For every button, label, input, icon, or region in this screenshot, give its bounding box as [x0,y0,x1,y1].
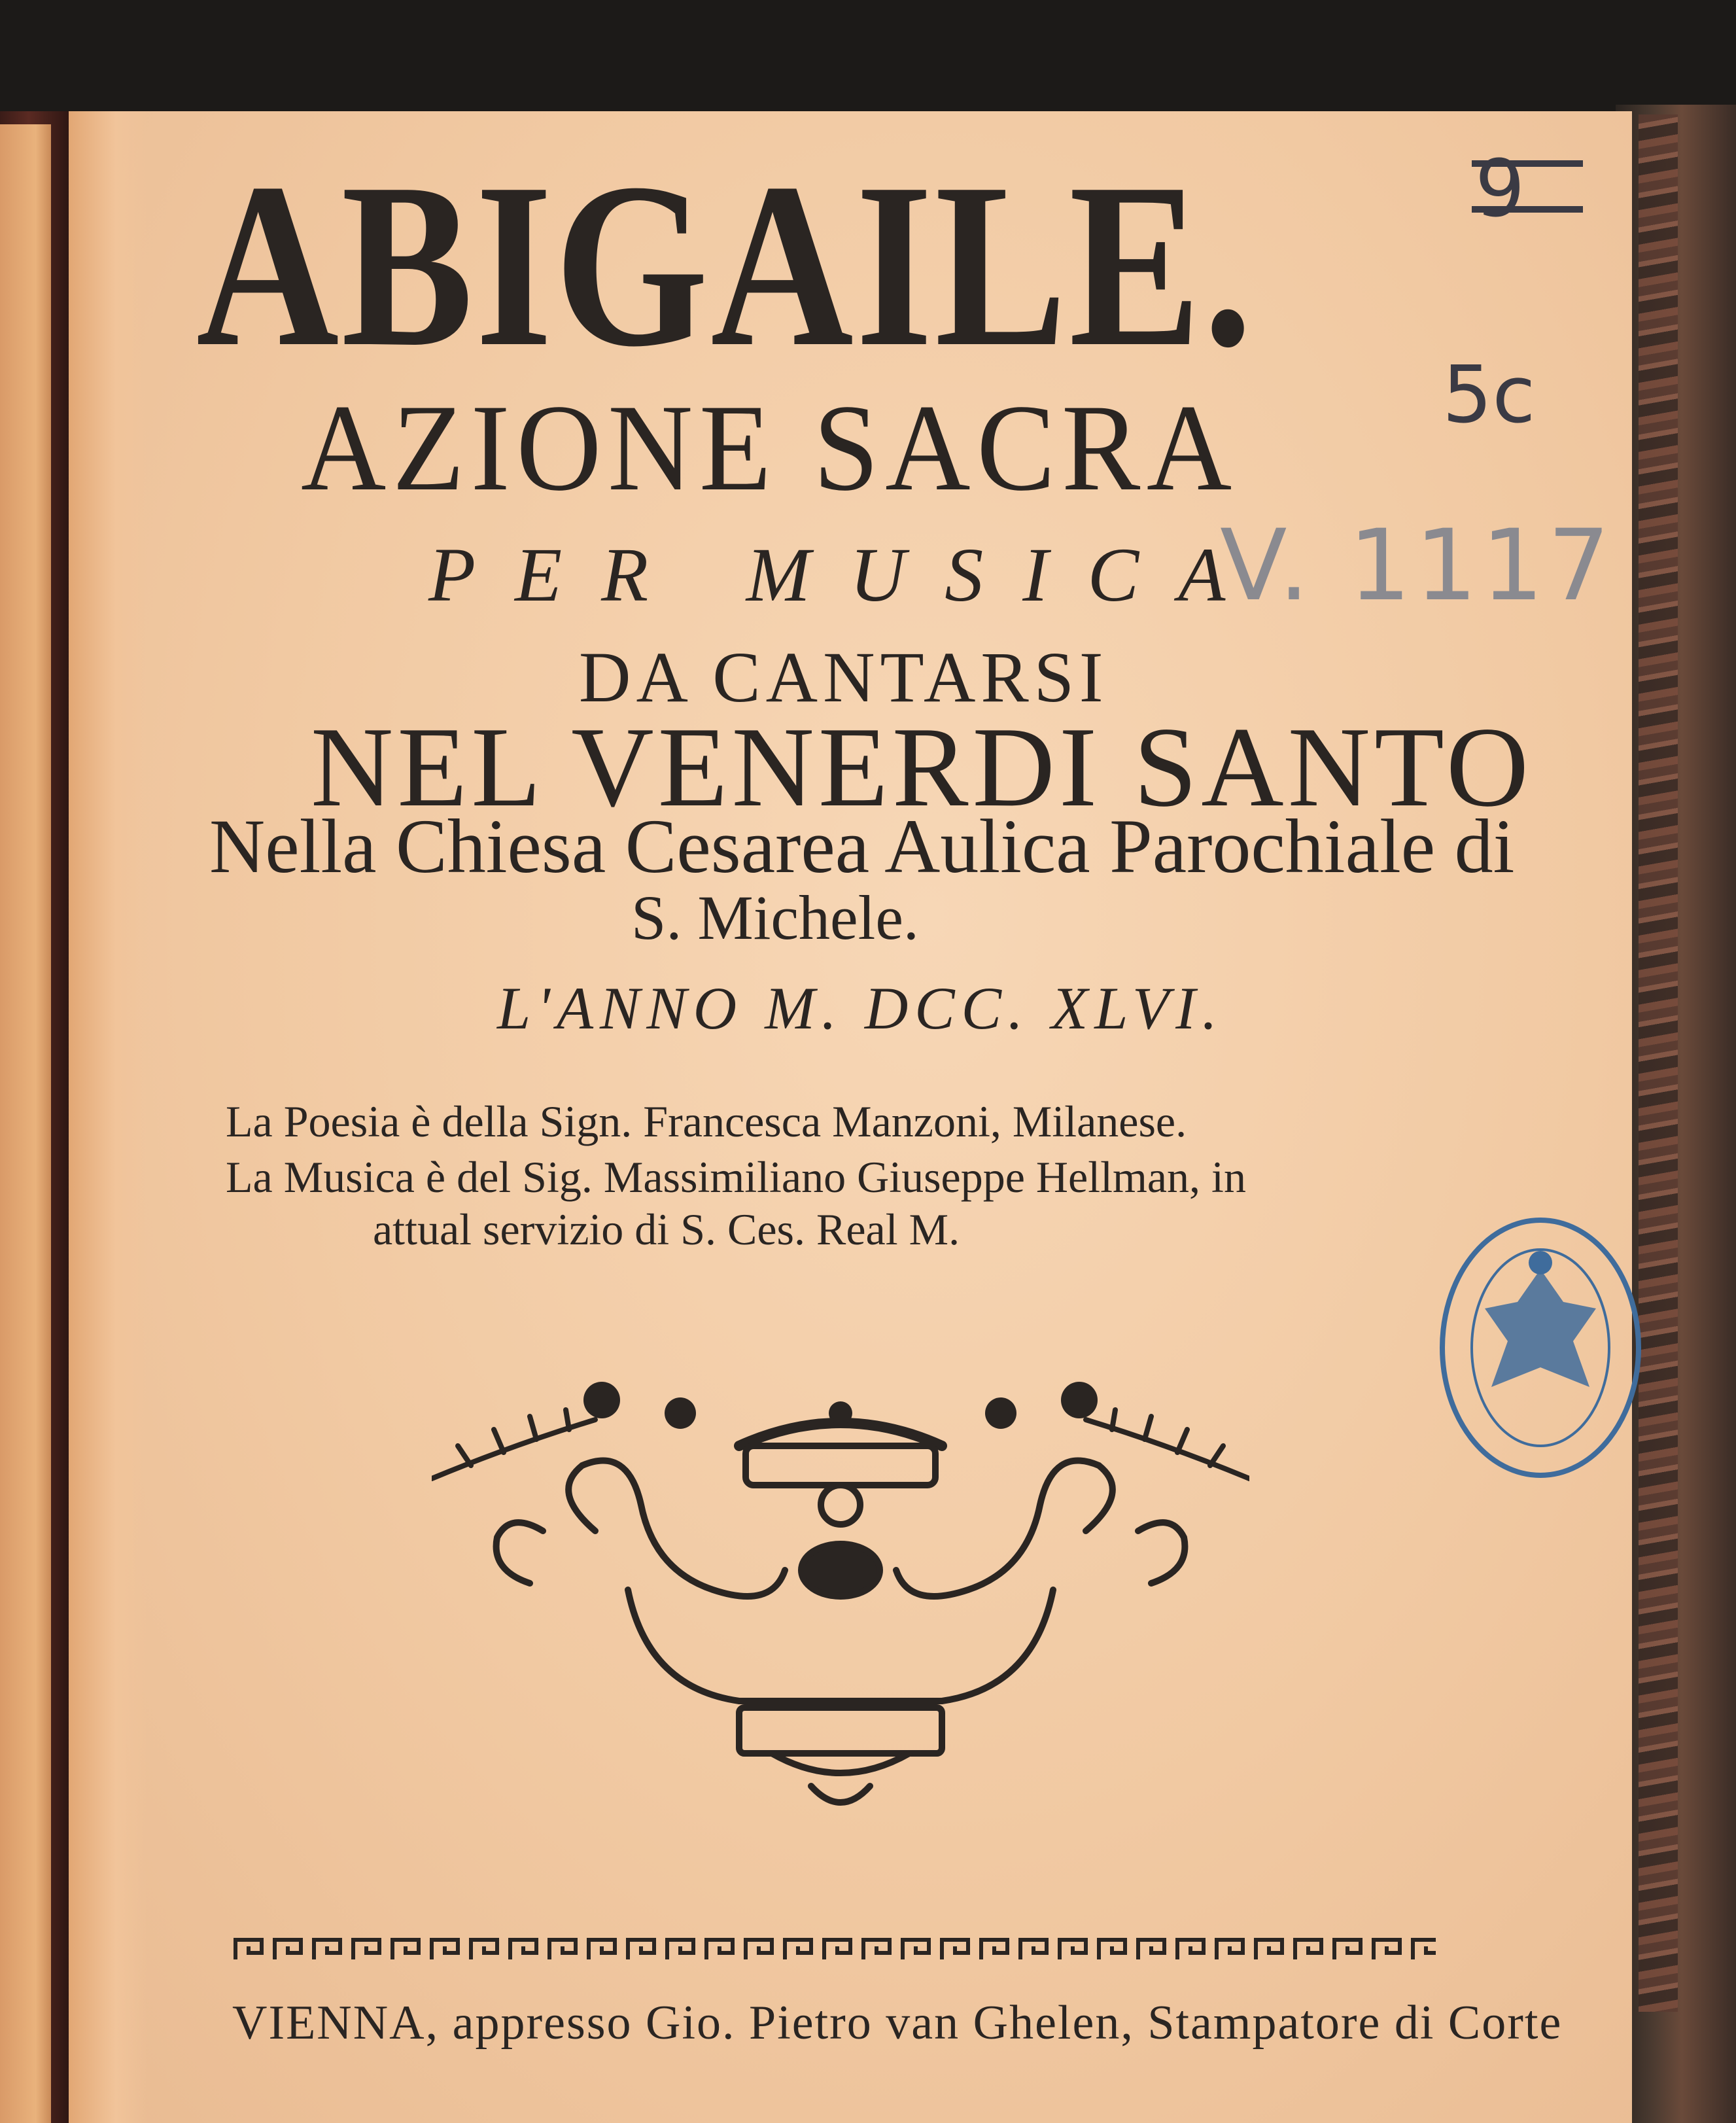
music-credit-continued: attual servizio di S. Ces. Real M. [373,1204,960,1254]
handwritten-mark: 5c [1442,350,1536,441]
pencil-shelfmark: V. 1117 [1220,509,1614,623]
baroque-cartouche-ornament [432,1374,1249,1819]
year-line: L'ANNO M. DCC. XLVI. [497,975,1224,1042]
da-cantarsi-line: DA CANTARSI [579,637,1109,717]
per-musica-line: PER MUSICA [428,532,1265,618]
work-subtitle: AZIONE SACRA [301,379,1238,517]
library-stamp [1432,1210,1648,1485]
facing-page-edge [0,124,51,2123]
printer-imprint: VIENNA, appresso Gio. Pietro van Ghelen, Stampatore di Corte [232,1996,1563,2050]
work-title: ABIGAILE. [196,134,1255,395]
greek-key-border [232,1930,1436,1969]
music-credit: La Musica è del Sig. Massimiliano Giuseppe Hellman, in [226,1152,1246,1202]
marbled-cover-edge [1639,114,1678,2012]
poetry-credit: La Poesia è della Sign. Francesca Manzoni, Milanese. [226,1097,1187,1146]
saint-line: S. Michele. [631,883,919,953]
church-line: Nella Chiesa Cesarea Aulica Parochiale di [209,803,1515,889]
handwritten-number: 9 [1475,144,1525,235]
occasion-line: NEL VENERDI SANTO [311,703,1533,830]
page-gutter-shadow [69,111,147,2123]
